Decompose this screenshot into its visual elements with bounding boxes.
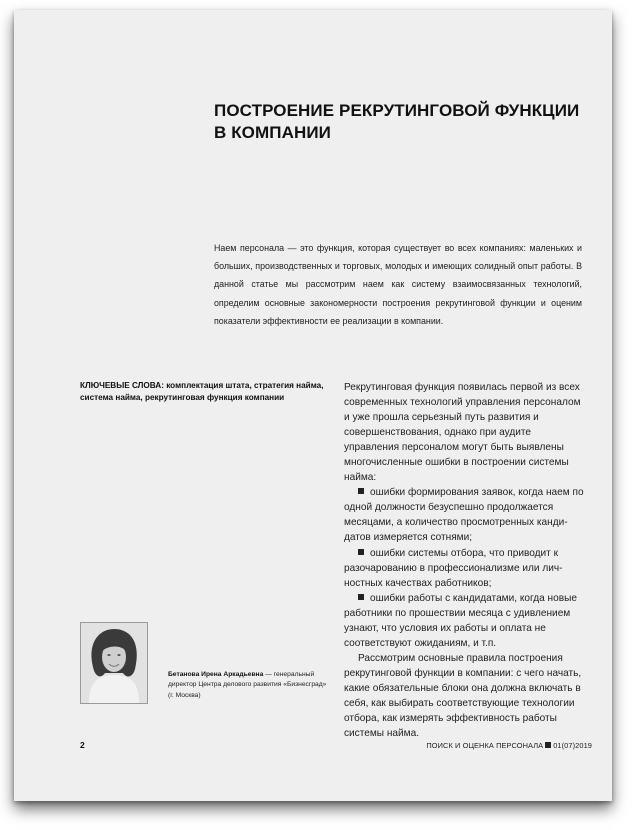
author-caption	[168, 670, 328, 701]
article-title-line-2: В КОМПАНИИ	[214, 123, 331, 142]
magazine-page	[14, 10, 612, 801]
bullet-text: ошибки системы отбора, что приводит к разочарованию в профессионализме или личностных качествах работников;	[344, 547, 563, 589]
article-lead: Наем персонала — это функция, которая существует во всех компаниях: маленьких и больших, производственных и торговых, молодых и имеющих солидный опыт работы. В данной статье мы рассмотрим наем как систему взаимосвязанных технологий, определим основные закономерности построения рекрутинговой функции и оценим показатели эффективности ее реализации в компании.	[214, 243, 582, 326]
body-intro: Рекрутинговая функция появилась первой из всех современных технологий управления персоналом и уже прошла серьезный путь развития и совершенствования, однако при аудите управления персоналом могут быть выявлены многочисленные ошибки в построении системы найма:	[344, 382, 581, 484]
bullet-item	[344, 546, 588, 591]
journal-name: ПОИСК И ОЦЕНКА ПЕРСОНАЛА	[426, 741, 544, 750]
bullet-square-icon	[358, 549, 364, 555]
article-body	[344, 380, 588, 741]
issue-number: 01(07)2019	[553, 741, 592, 750]
bullet-square-icon	[358, 488, 364, 494]
body-closing: Рассмотрим основные правила построения рекрутинговой функции в компании: с чего начать, какие обязательные блоки она должна включать в себя, как выбирать соответствующие технологии отбора, как измерять эффективность работы системы найма.	[344, 652, 582, 740]
bullet-item	[344, 485, 588, 545]
article-title-line-1: ПОСТРОЕНИЕ РЕКРУТИНГОВОЙ ФУНКЦИИ	[214, 101, 580, 120]
article-title	[214, 100, 594, 144]
author-photo	[80, 622, 148, 704]
author-description: — генеральный директор Центра делового развития «Бизнесград» (г. Москва)	[168, 671, 327, 699]
bullet-text: ошибки формирования заявок, когда наем по одной должности безуспешно продолжается месяцами, а количество просмотренных кандидатов измеряется сотнями;	[344, 487, 584, 544]
bullet-square-icon	[358, 594, 364, 600]
bullet-item	[344, 591, 588, 651]
separator-square-icon	[545, 742, 551, 748]
page-number: 2	[80, 740, 85, 750]
author-portrait-image	[81, 623, 147, 703]
running-footer	[426, 741, 592, 750]
keywords: КЛЮЧЕВЫЕ СЛОВА: комплектация штата, стратегия найма, система найма, рекрутинговая функция компании	[80, 381, 324, 402]
bullet-text: ошибки работы с кандидатами, когда новые работники по прошествии месяца с удивлением узнают, что условия их работы и оплата не соответствуют ожиданиям, и т.п.	[344, 592, 577, 649]
author-name: Бетанова Ирена Аркадьевна	[168, 671, 264, 678]
